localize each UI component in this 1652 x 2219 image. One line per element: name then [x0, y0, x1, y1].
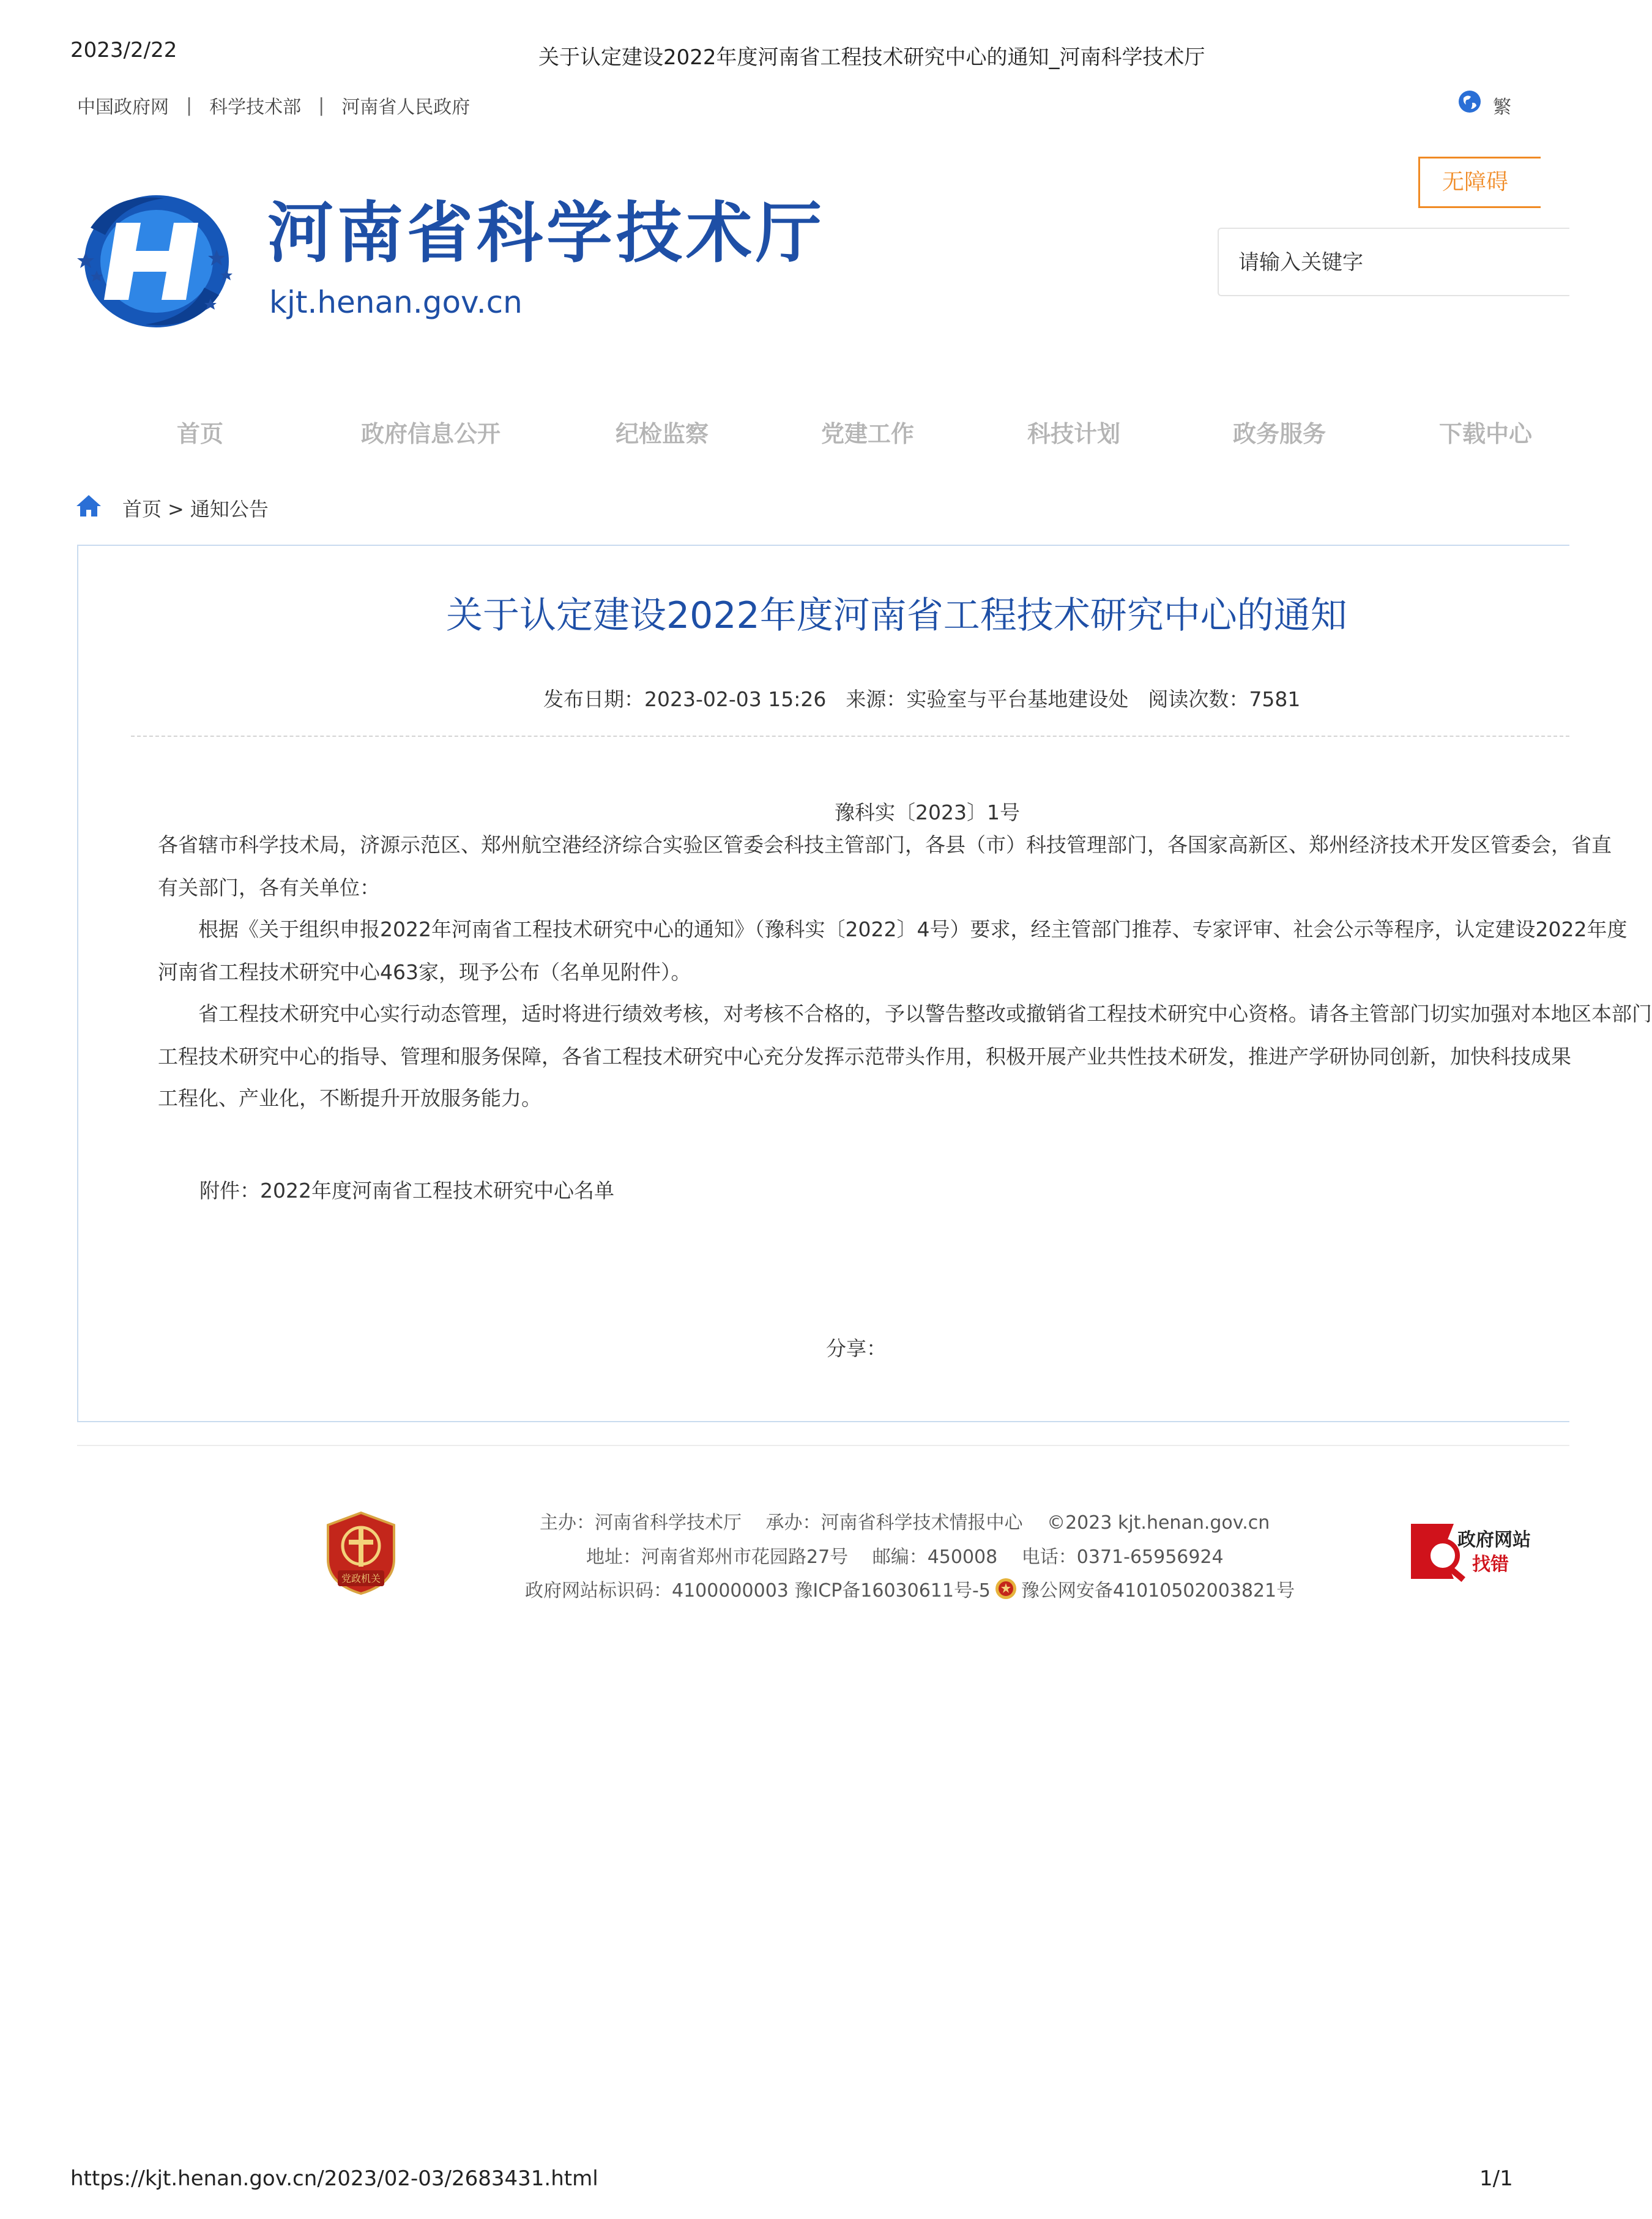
- main-nav: [0, 415, 1569, 452]
- top-link-most[interactable]: 科学技术部: [209, 97, 302, 118]
- body-line: 有关部门，各有关单位：: [158, 876, 380, 900]
- public-security-link[interactable]: 豫公网安备41010502003821号: [1021, 1580, 1295, 1602]
- footer-sponsor: 主办：河南省科学技术厅 承办：河南省科学技术情报中心 ©2023 kjt.henan.gov.cn: [540, 1512, 1270, 1534]
- article-title: 关于认定建设2022年度河南省工程技术研究中心的通知: [446, 594, 1347, 637]
- breadcrumb-separator: >: [168, 498, 184, 521]
- gov-logo-text-bottom: 找错: [1472, 1554, 1509, 1575]
- source-label: 来源：: [846, 687, 907, 711]
- nav-item-sci-plan[interactable]: 科技计划: [1027, 420, 1121, 447]
- document-number: 豫科实〔2023〕1号: [835, 800, 1020, 824]
- nav-item-downloads[interactable]: 下载中心: [1439, 420, 1533, 447]
- search-input[interactable]: [1237, 250, 1521, 275]
- publish-date-label: 发布日期：: [543, 687, 644, 711]
- nav-item-services[interactable]: 政务服务: [1233, 420, 1326, 447]
- globe-icon[interactable]: [1457, 89, 1482, 114]
- henan-science-logo-icon: [72, 191, 237, 332]
- nav-item-home[interactable]: 首页: [177, 420, 224, 447]
- breadcrumb: [122, 494, 269, 522]
- view-count: 7581: [1249, 687, 1301, 711]
- accessibility-button[interactable]: 无障碍: [1418, 157, 1541, 208]
- top-links-bar: [77, 92, 470, 119]
- home-icon[interactable]: [75, 493, 102, 518]
- top-link-separator: |: [186, 94, 193, 116]
- site-name: 河南省科学技术厅: [267, 195, 826, 272]
- views-label: 阅读次数：: [1148, 687, 1249, 711]
- body-line: 河南省工程技术研究中心463家，现予公布（名单见附件）。: [158, 960, 691, 984]
- footer-divider: [77, 1445, 1569, 1446]
- source: 实验室与平台基地建设处: [906, 687, 1129, 711]
- nav-item-party[interactable]: 党建工作: [821, 420, 915, 447]
- footer-address: 地址：河南省郑州市花园路27号 邮编：450008 电话：0371-65956924: [586, 1546, 1224, 1568]
- breadcrumb-home[interactable]: 首页: [122, 498, 162, 521]
- body-line: 根据《关于组织申报2022年河南省工程技术研究中心的通知》（豫科实〔2022〕4号）要求，经主管部门推荐、专家评审、社会公示等程序，认定建设2022年度: [158, 917, 1628, 941]
- publish-date: 2023-02-03 15:26: [644, 687, 827, 711]
- nav-item-gov-info[interactable]: 政府信息公开: [361, 420, 501, 447]
- share-label: 分享：: [826, 1337, 887, 1360]
- party-badge-text: 党政机关: [341, 1573, 381, 1584]
- police-badge-icon: [994, 1577, 1018, 1600]
- search-box: [1218, 228, 1569, 296]
- print-url: https://kjt.henan.gov.cn/2023/02-03/2683431.html: [70, 2166, 598, 2191]
- print-page-title: 关于认定建设2022年度河南省工程技术研究中心的通知_河南科学技术厅: [538, 45, 1205, 70]
- body-line: 各省辖市科学技术局，济源示范区、郑州航空港经济综合实验区管委会科技主管部门，各县（市）科技管理部门，各国家高新区、郑州经济技术开发区管委会，省直: [158, 833, 1612, 857]
- party-government-badge-icon[interactable]: [324, 1512, 398, 1595]
- print-date: 2023/2/22: [70, 38, 177, 62]
- top-link-separator: |: [318, 94, 325, 116]
- footer-registration: [525, 1575, 1295, 1602]
- gov-logo-text-top: 政府网站: [1457, 1529, 1531, 1551]
- body-line: 省工程技术研究中心实行动态管理，适时将进行绩效考核，对考核不合格的，予以警告整改或撤销省工程技术研究中心资格。请各主管部门切实加强对本地区本部门: [158, 1002, 1652, 1026]
- breadcrumb-current[interactable]: 通知公告: [190, 498, 269, 521]
- top-link-gov-cn[interactable]: 中国政府网: [77, 97, 169, 118]
- site-domain: kjt.henan.gov.cn: [269, 285, 523, 320]
- article-meta: [543, 684, 1300, 712]
- gov-site-error-finder-icon[interactable]: [1406, 1518, 1569, 1585]
- meta-divider: [131, 736, 1569, 737]
- print-page-number: 1/1: [1479, 2166, 1513, 2191]
- nav-item-discipline[interactable]: 纪检监察: [616, 420, 709, 447]
- body-line: 工程技术研究中心的指导、管理和服务保障，各省工程技术研究中心充分发挥示范带头作用，积极开展产业共性技术研发，推进产学研协同创新，加快科技成果: [158, 1045, 1571, 1068]
- traditional-chinese-toggle[interactable]: 繁: [1493, 97, 1511, 118]
- top-link-henan-gov[interactable]: 河南省人民政府: [341, 97, 471, 118]
- body-line: 工程化、产业化，不断提升开放服务能力。: [158, 1086, 541, 1110]
- icp-link[interactable]: 政府网站标识码：4100000003 豫ICP备16030611号-5: [525, 1580, 991, 1602]
- attachment-link[interactable]: 附件：2022年度河南省工程技术研究中心名单: [199, 1179, 614, 1203]
